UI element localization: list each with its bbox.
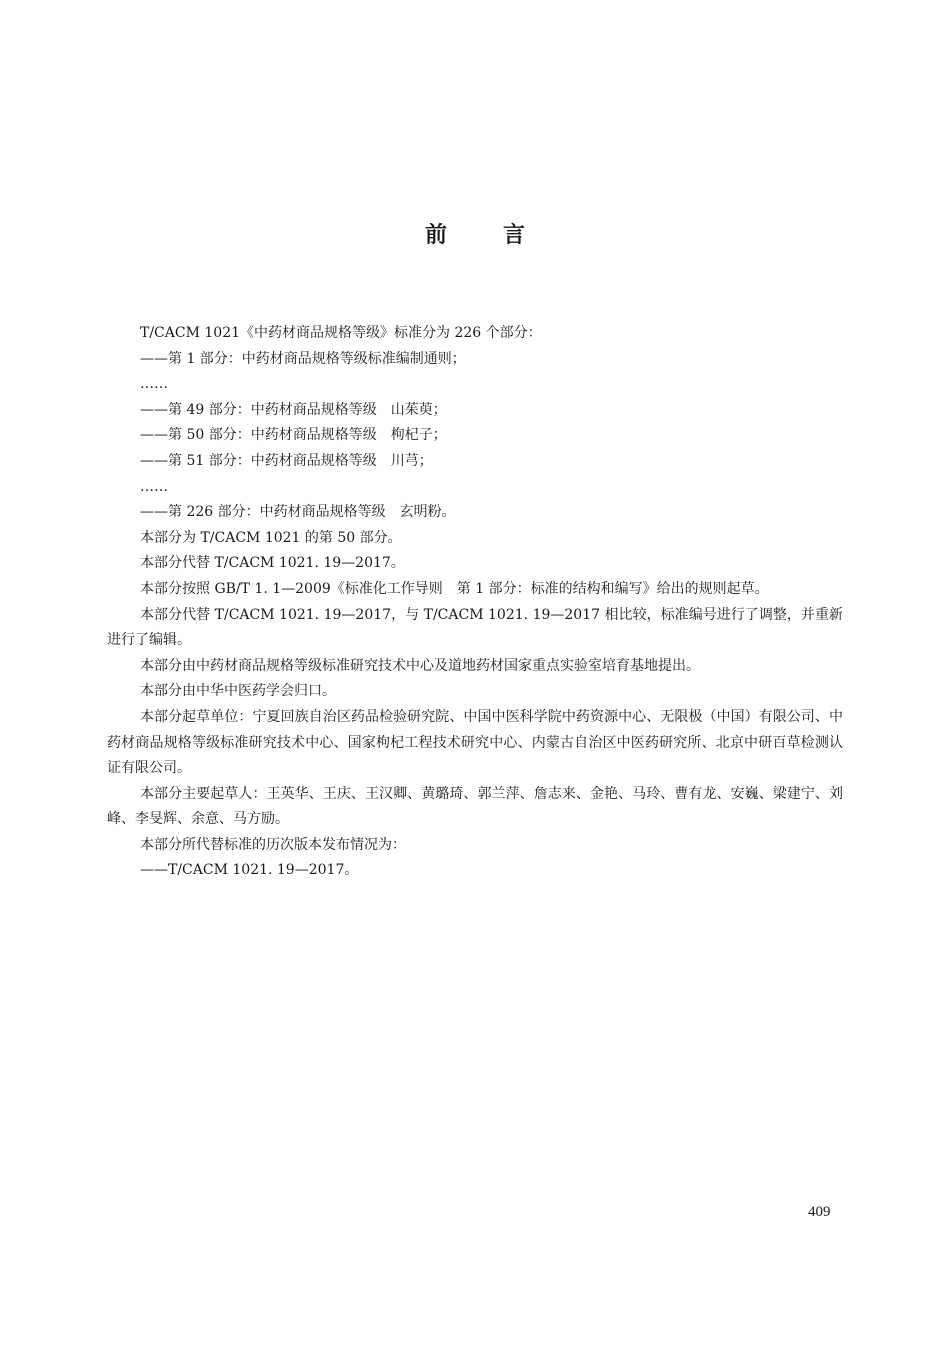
ellipsis-1: …… [140, 376, 168, 393]
list-item-part-49: ——第 49 部分：中药材商品规格等级 山茱萸； [140, 401, 447, 418]
page-title [0, 218, 950, 249]
paragraph-history-intro: 本部分所代替标准的历次版本发布情况为： [140, 836, 406, 853]
paragraph-replaces: 本部分代替 T/CACM 1021. 19—2017。 [140, 555, 405, 572]
foreword-body [107, 321, 843, 884]
ellipsis-2: …… [140, 478, 168, 495]
paragraph-drafters: 本部分主要起草人：王英华、王庆、王汉卿、黄璐琦、郭兰萍、詹志来、金艳、马玲、曹有龙、安巍、梁建宁、刘峰、李旻辉、余意、马方励。 [107, 785, 843, 828]
paragraph-administrator: 本部分由中华中医药学会归口。 [140, 683, 336, 700]
list-item-history: ——T/CACM 1021. 19—2017。 [140, 862, 359, 879]
paragraph-part-statement: 本部分为 T/CACM 1021 的第 50 部分。 [140, 529, 402, 546]
title-char-2: 言 [503, 223, 526, 248]
paragraph-changes: 本部分代替 T/CACM 1021. 19—2017，与 T/CACM 1021. 19—2017 相比较，标准编号进行了调整，并重新进行了编辑。 [107, 606, 843, 649]
paragraph-proposer: 本部分由中药材商品规格等级标准研究技术中心及道地药材国家重点实验室培育基地提出。 [140, 657, 700, 674]
list-item-part-51: ——第 51 部分：中药材商品规格等级 川芎； [140, 452, 433, 469]
page-number: 409 [808, 1204, 831, 1220]
list-item-part-50: ——第 50 部分：中药材商品规格等级 枸杞子； [140, 427, 447, 444]
title-char-1: 前 [424, 223, 447, 248]
paragraph-drafting-rules: 本部分按照 GB/T 1. 1—2009《标准化工作导则 第 1 部分：标准的结构和编写》给出的规则起草。 [140, 580, 769, 597]
paragraph-intro: T/CACM 1021《中药材商品规格等级》标准分为 226 个部分： [140, 325, 542, 341]
paragraph-drafting-units: 本部分起草单位：宁夏回族自治区药品检验研究院、中国中医科学院中药资源中心、无限极（中国）有限公司、中药材商品规格等级标准研究技术中心、国家枸杞工程技术研究中心、内蒙古自治区中医药研究所、北京中研百草检测认证有限公司。 [107, 708, 843, 777]
list-item-part-1: ——第 1 部分：中药材商品规格等级标准编制通则； [140, 350, 466, 367]
list-item-part-226: ——第 226 部分：中药材商品规格等级 玄明粉。 [140, 504, 456, 521]
